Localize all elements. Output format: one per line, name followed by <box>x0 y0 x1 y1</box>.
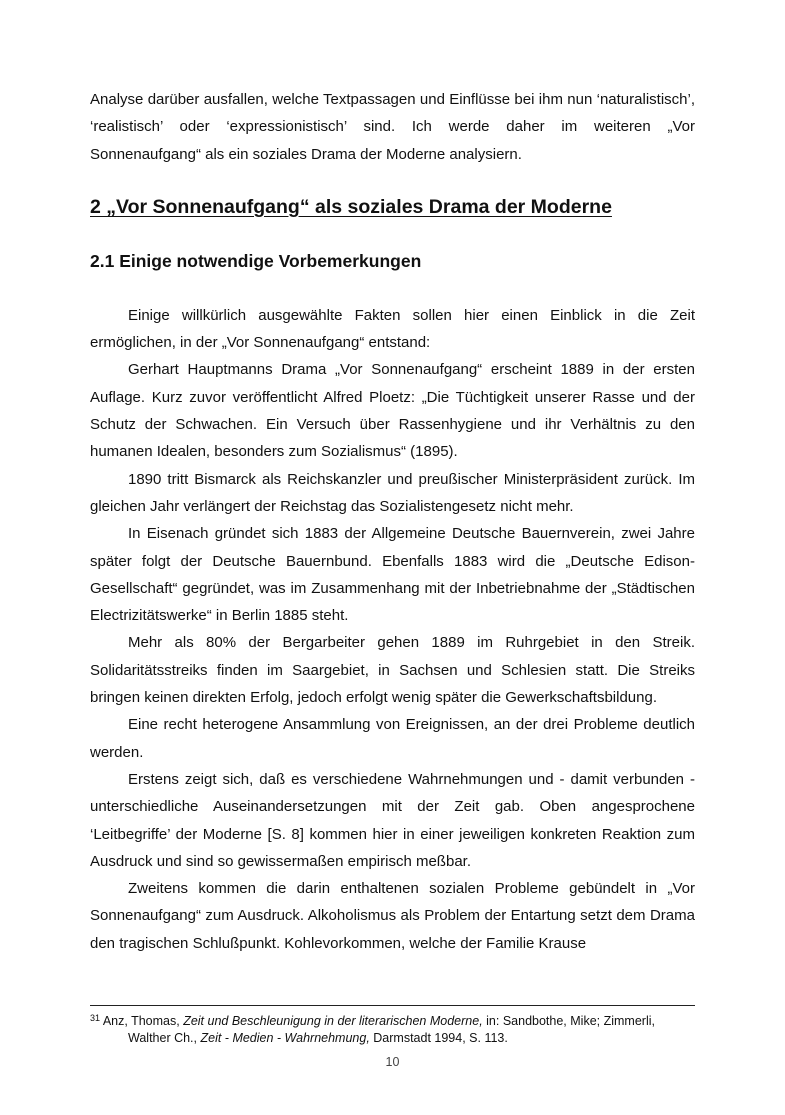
chapter-heading: 2 „Vor Sonnenaufgang“ als soziales Drama der Moderne <box>90 195 612 218</box>
body-paragraph: Mehr als 80% der Bergarbeiter gehen 1889 im Ruhrgebiet in den Streik. Solidaritätsstreiks finden im Saargebiet, in Sachsen und Schlesien statt. Die Streiks bringen keinen direkten Erfolg, jedoch erfolgt wenig später die Gewerkschaftsbildung. <box>90 634 695 707</box>
body-paragraph: In Eisenach gründet sich 1883 der Allgemeine Deutsche Bauernverein, zwei Jahre später folgt der Deutsche Bauernbund. Ebenfalls 1883 wird die „Deutsche Edison-Gesellschaft“ gegründet, was im Zusammenhang mit der Inbetriebnahme der „Städtischen Electrizitätswerke“ in Berlin 1885 steht. <box>90 525 695 625</box>
section-heading: 2.1 Einige notwendige Vorbemerkungen <box>90 250 422 271</box>
page-content <box>90 86 695 957</box>
intro-paragraph: Analyse darüber ausfallen, welche Textpassagen und Einflüsse bei ihm nun ‘naturalistisch’, ‘realistisch’ oder ‘expressionistisch’ sind. Ich werde daher im weiteren „Vor Sonnenaufgang“ als ein soziales Drama der Moderne analysiern. <box>90 91 695 163</box>
body-paragraph: Erstens zeigt sich, daß es verschiedene Wahrnehmungen und - damit verbunden - unterschiedliche Auseinandersetzungen mit der Zeit gab. Oben angesprochene ‘Leitbegriffe’ der Moderne [S. 8] kommen hier in einer jeweiligen konkreten Reaktion zum Ausdruck und sind so gewissermaßen empirisch meßbar. <box>90 770 695 870</box>
footnote-author: Anz, Thomas, <box>102 1014 180 1028</box>
body-paragraph: 1890 tritt Bismarck als Reichskanzler und preußischer Ministerpräsident zurück. Im gleichen Jahr verlängert der Reichstag das Sozialistengesetz nicht mehr. <box>90 470 695 515</box>
body-paragraph: Einige willkürlich ausgewählte Fakten sollen hier einen Einblick in die Zeit ermöglichen, in der „Vor Sonnenaufgang“ entstand: <box>90 306 695 352</box>
footnote-title: Zeit und Beschleunigung in der literarischen Moderne, <box>183 1014 483 1028</box>
page-number: 10 <box>385 1055 400 1069</box>
footnote-number: 31 <box>90 1013 101 1023</box>
body-paragraph: Zweitens kommen die darin enthaltenen sozialen Probleme gebündelt in „Vor Sonnenaufgang“ zum Ausdruck. Alkoholismus als Problem der Entartung setzt dem Drama den tragischen Schlußpunkt. Kohlevorkommen, welche der Familie Krause <box>90 880 695 952</box>
footnote-title2: Zeit - Medien - Wahrnehmung, <box>200 1031 370 1045</box>
footnote <box>90 1010 695 1047</box>
footnote-source: in: Sandbothe, Mike; Zimmerli, <box>486 1014 655 1028</box>
footnote-separator <box>90 1005 695 1006</box>
footnote-author2: Walther Ch., <box>128 1031 198 1045</box>
footnote-continuation <box>90 1030 695 1047</box>
footnote-imprint: Darmstadt 1994, S. 113. <box>373 1031 508 1045</box>
body-paragraph: Gerhart Hauptmanns Drama „Vor Sonnenaufgang“ erscheint 1889 in der ersten Auflage. Kurz zuvor veröffentlicht Alfred Ploetz: „Die Tüchtigkeit unserer Rasse und der Schutz der Schwachen. Ein Versuch über Rassenhygiene und ihr Verhältnis zu den humanen Idealen, besonders zum Sozialismus“ (1895). <box>90 361 695 461</box>
body-paragraph: Eine recht heterogene Ansammlung von Ereignissen, an der drei Probleme deutlich werden. <box>90 716 695 761</box>
